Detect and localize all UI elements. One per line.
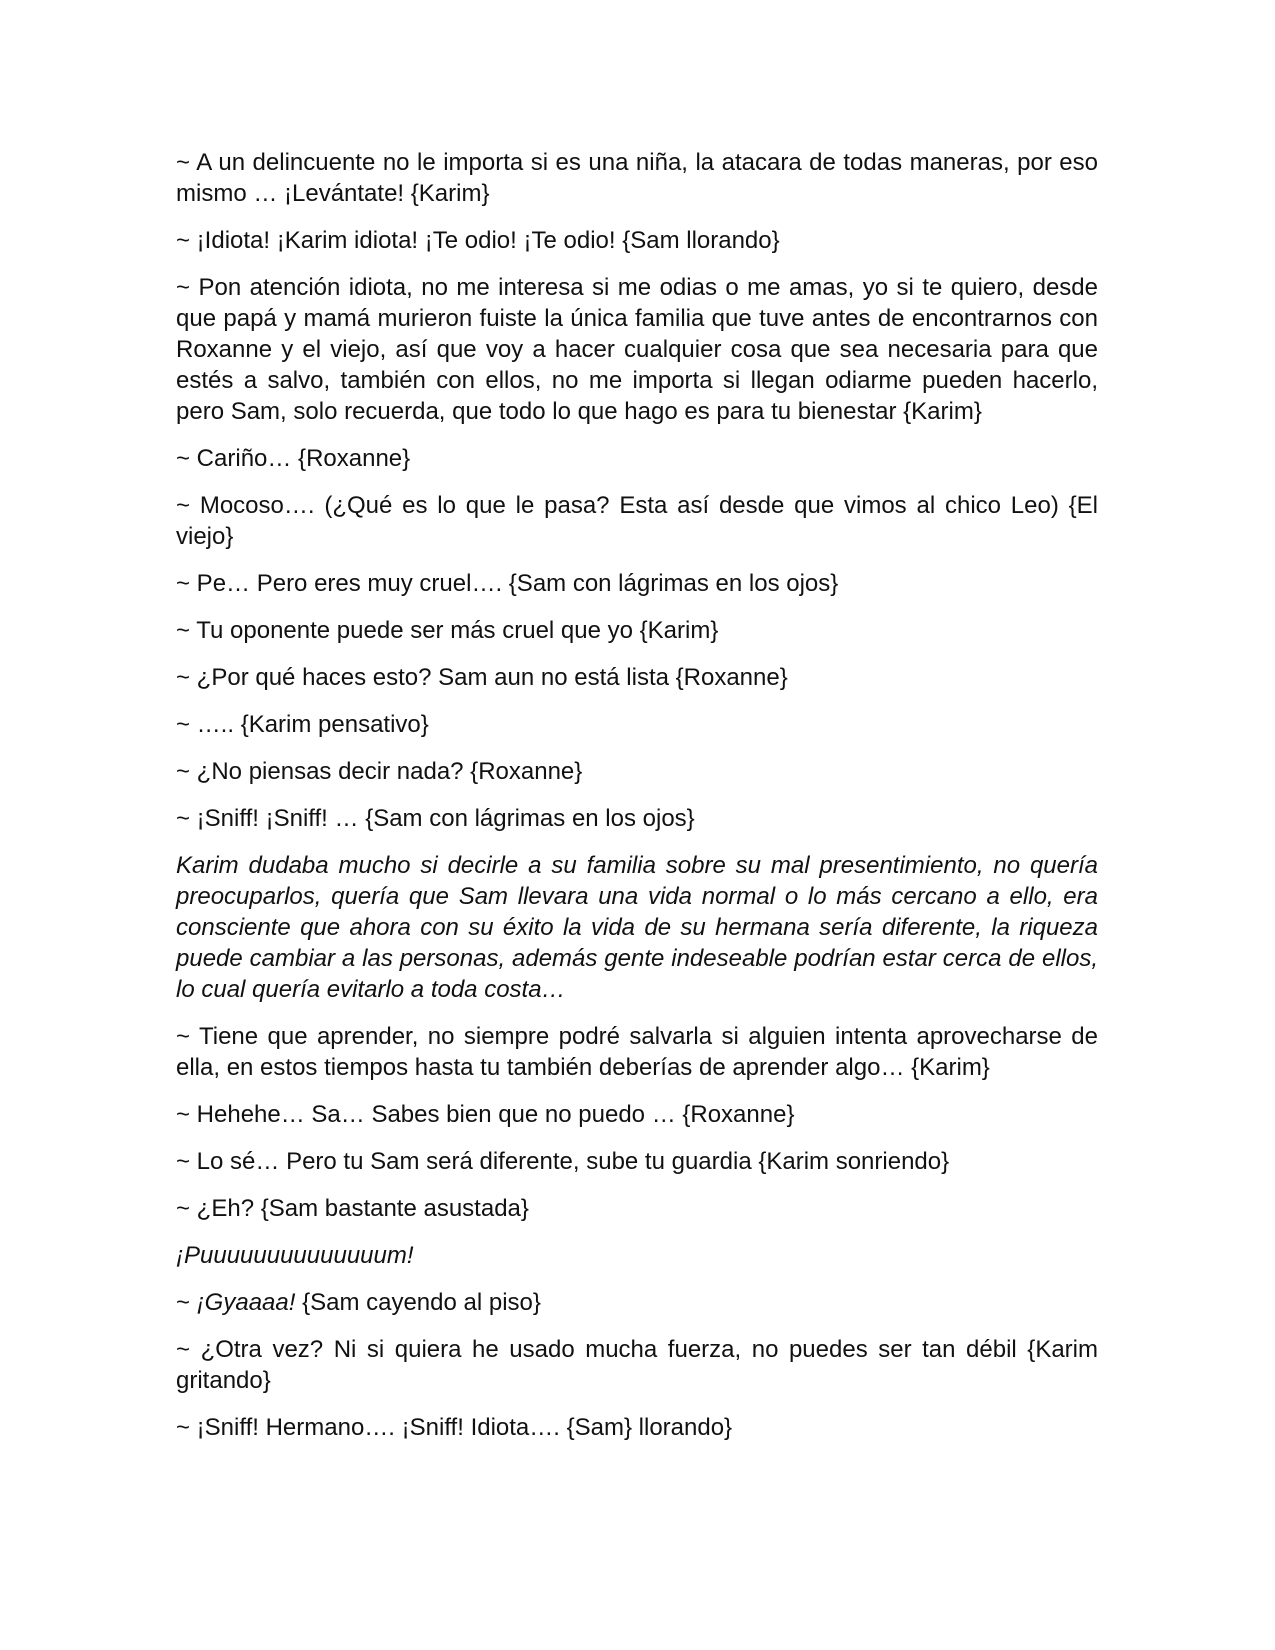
sound-effect-paragraph: ¡Puuuuuuuuuuuuuum!	[176, 1242, 414, 1269]
narration-paragraph: Karim dudaba mucho si decirle a su familia sobre su mal presentimiento, no quería preocuparlos, quería que Sam llevara una vida normal o lo más cercano a ello, era consciente que ahora con su éxito la vida de su hermana sería diferente, la riqueza puede cambiar a las personas, además gente indeseable podrían estar cerca de ellos, lo cual quería evitarlo a toda costa…	[176, 852, 1098, 1003]
document-page	[176, 147, 1098, 1459]
dialogue-paragraph: ~ ¿Otra vez? Ni si quiera he usado mucha fuerza, no puedes ser tan débil {Karim gritando}	[176, 1336, 1098, 1394]
dialogue-paragraph: ~ Pe… Pero eres muy cruel…. {Sam con lágrimas en los ojos}	[176, 570, 839, 597]
dialogue-paragraph: ~ ¡Sniff! Hermano…. ¡Sniff! Idiota…. {Sam} llorando}	[176, 1414, 733, 1441]
dialogue-paragraph: ~ Pon atención idiota, no me interesa si me odias o me amas, yo si te quiero, desde que papá y mamá murieron fuiste la única familia que tuve antes de encontrarnos con Roxanne y el viejo, así que voy a hacer cualquier cosa que sea necesaria para que estés a salvo, también con ellos, no me importa si llegan odiarme pueden hacerlo, pero Sam, solo recuerda, que todo lo que hago es para tu bienestar {Karim}	[176, 274, 1098, 425]
dialogue-paragraph: ~ Tiene que aprender, no siempre podré salvarla si alguien intenta aprovecharse de ella, en estos tiempos hasta tu también deberías de aprender algo… {Karim}	[176, 1023, 1098, 1081]
shout-emphasis: ¡Gyaaaa!	[196, 1289, 296, 1316]
dialogue-paragraph: ~ ¿Por qué haces esto? Sam aun no está lista {Roxanne}	[176, 664, 788, 691]
dialogue-paragraph: ~ Mocoso…. (¿Qué es lo que le pasa? Esta así desde que vimos al chico Leo) {El viejo}	[176, 492, 1098, 550]
dialogue-paragraph: ~ Cariño… {Roxanne}	[176, 445, 411, 472]
dialogue-paragraph: ~ A un delincuente no le importa si es una niña, la atacara de todas maneras, por eso mismo … ¡Levántate! {Karim}	[176, 149, 1098, 207]
dialogue-paragraph: ~ Lo sé… Pero tu Sam será diferente, sube tu guardia {Karim sonriendo}	[176, 1148, 950, 1175]
dialogue-paragraph: ~ ¿No piensas decir nada? {Roxanne}	[176, 758, 583, 785]
dialogue-paragraph: ~ ¡Sniff! ¡Sniff! … {Sam con lágrimas en los ojos}	[176, 805, 695, 832]
dialogue-prefix: ~	[176, 1289, 197, 1316]
dialogue-paragraph: ~ Tu oponente puede ser más cruel que yo {Karim}	[176, 617, 719, 644]
dialogue-suffix: {Sam cayendo al piso}	[295, 1289, 541, 1316]
dialogue-paragraph: ~ Hehehe… Sa… Sabes bien que no puedo … {Roxanne}	[176, 1101, 795, 1128]
dialogue-paragraph	[176, 1287, 1098, 1318]
dialogue-paragraph: ~ ¡Idiota! ¡Karim idiota! ¡Te odio! ¡Te odio! {Sam llorando}	[176, 227, 780, 254]
dialogue-paragraph: ~ ¿Eh? {Sam bastante asustada}	[176, 1195, 529, 1222]
dialogue-paragraph: ~ ….. {Karim pensativo}	[176, 711, 429, 738]
